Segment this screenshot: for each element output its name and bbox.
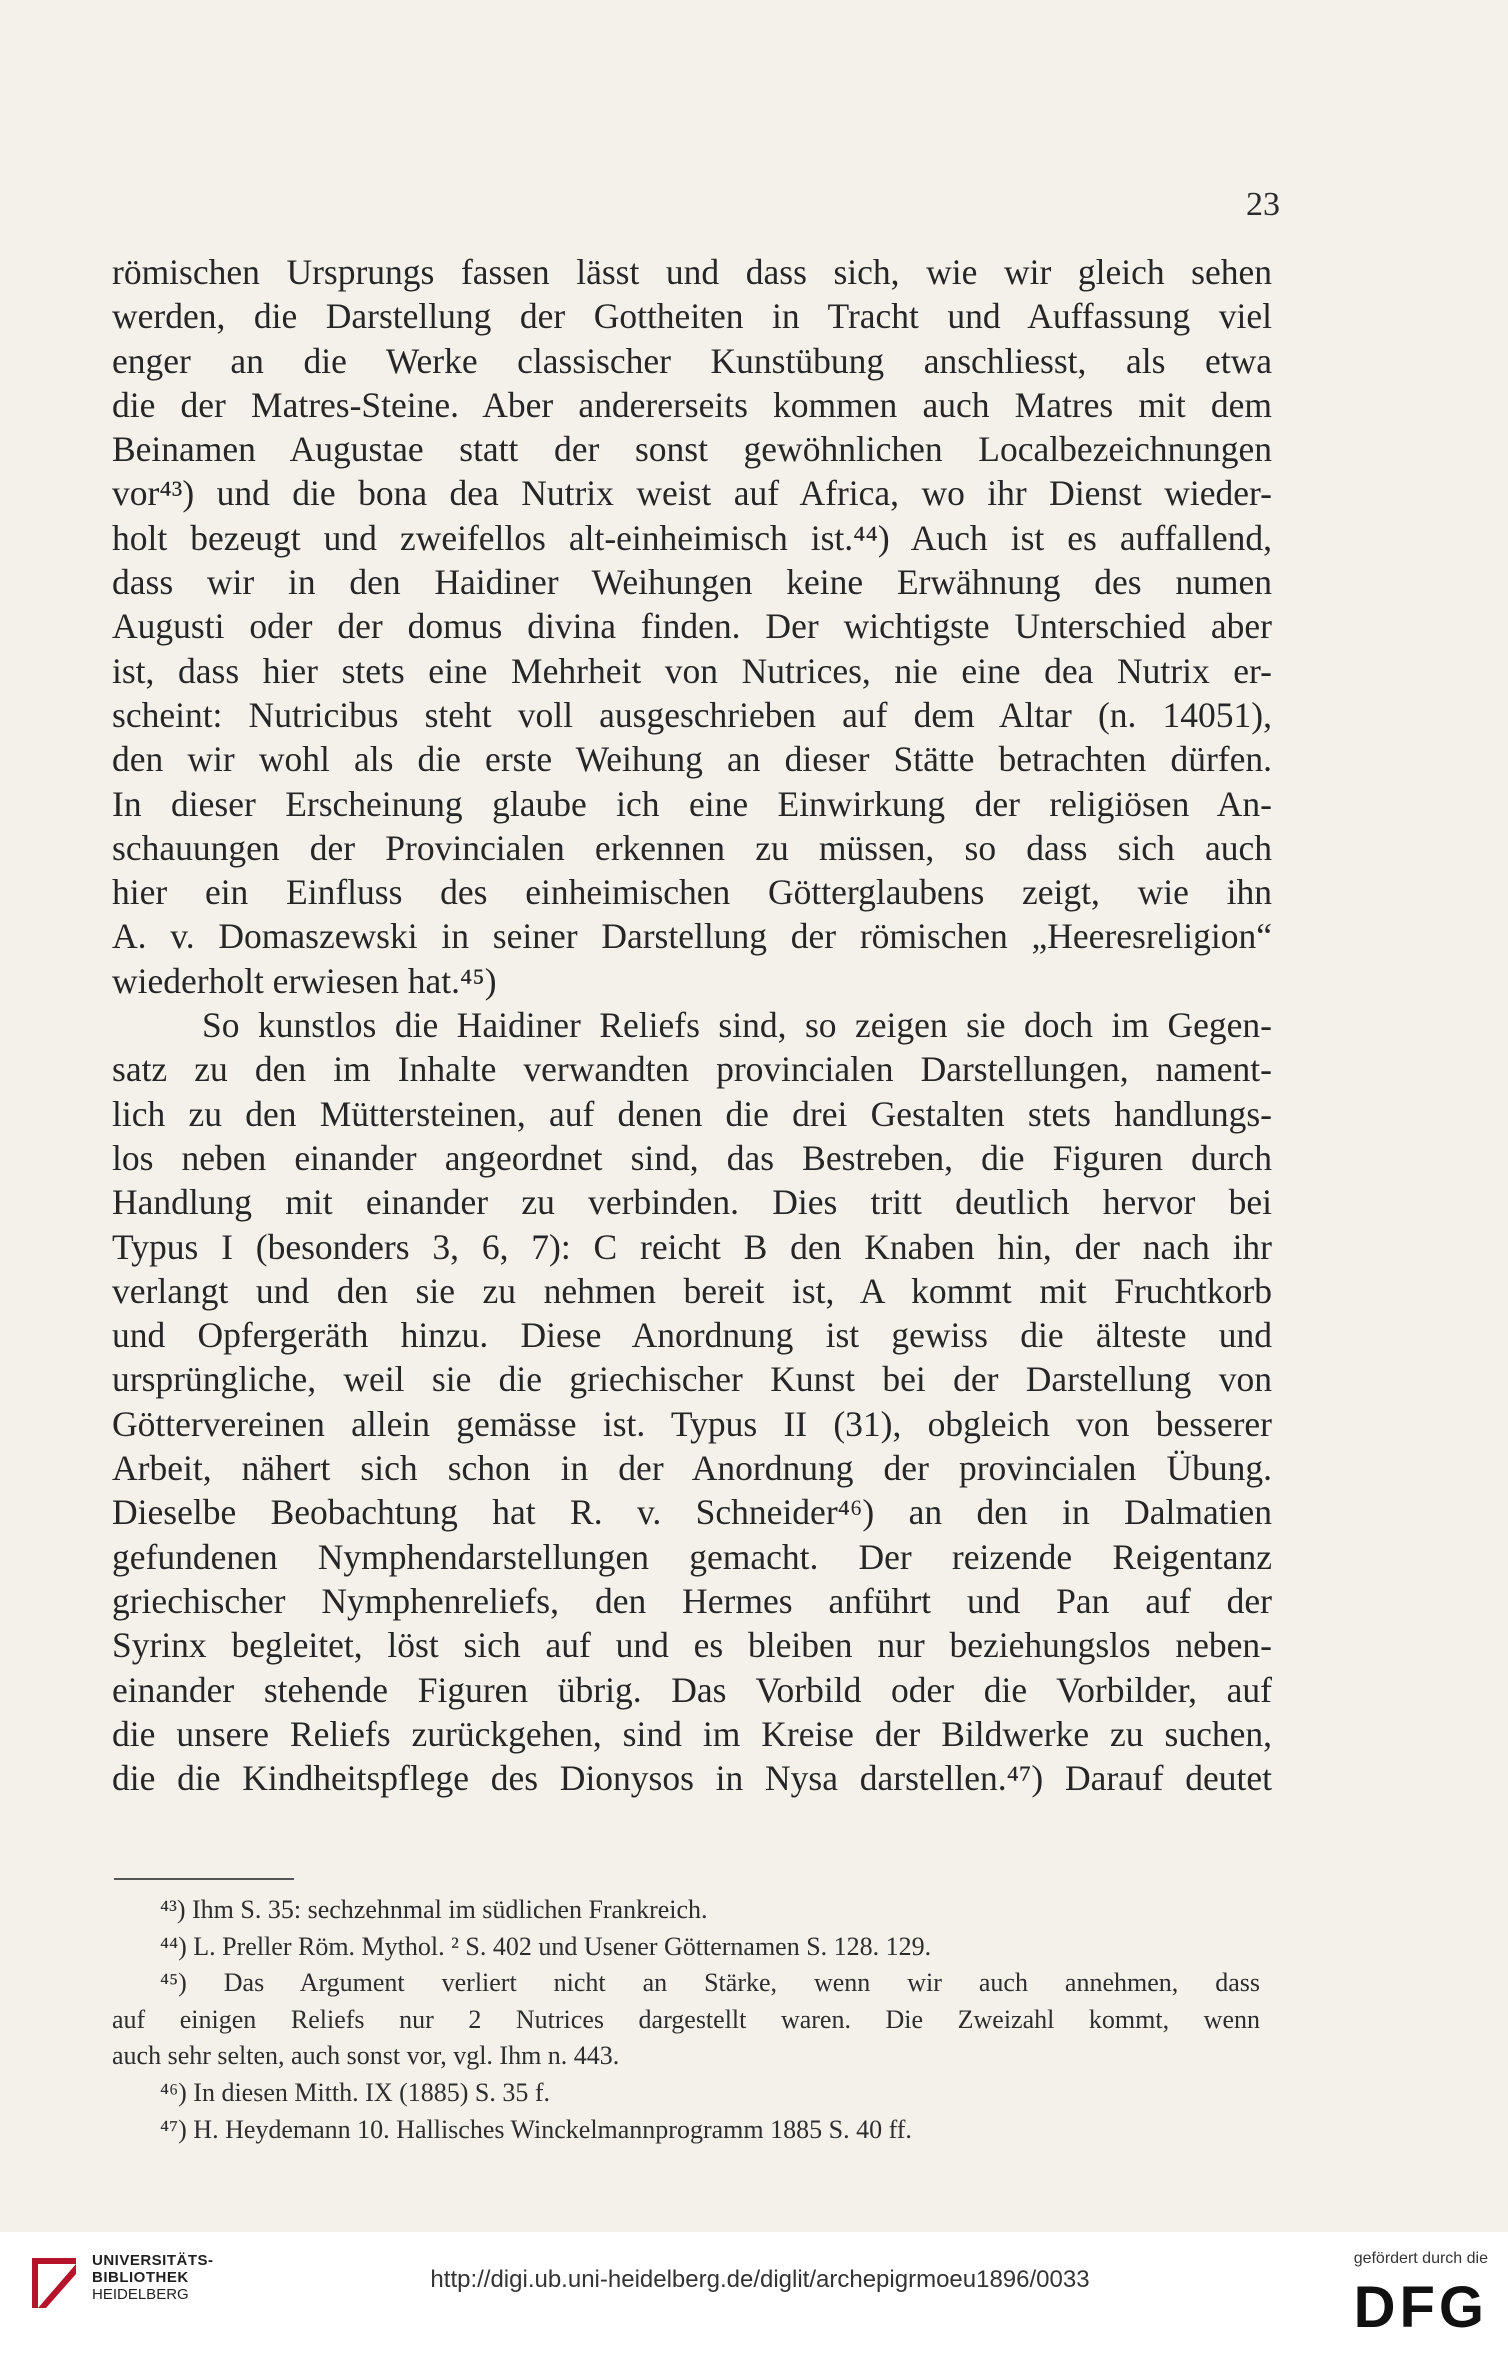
body-line: lich zu den Müttersteinen, auf denen die drei Gestalten stets handlungs- <box>112 1093 1272 1134</box>
body-line: und Opfergeräth hinzu. Diese Anordnung ist gewiss die älteste und <box>112 1315 1272 1356</box>
library-name-line1: UNIVERSITÄTS- <box>92 2252 214 2269</box>
body-line: wiederholt erwiesen hat.⁴⁵) <box>112 960 497 1001</box>
body-line: Beinamen Augustae statt der sonst gewöhnlichen Localbezeichnungen <box>112 429 1272 470</box>
body-line: schauungen der Provincialen erkennen zu müssen, so dass sich auch <box>112 827 1272 868</box>
body-line: einander stehende Figuren übrig. Das Vorbild oder die Vorbilder, auf <box>112 1669 1272 1710</box>
viewer-footer <box>0 2232 1508 2362</box>
page-number: 23 <box>1246 186 1280 223</box>
body-line: Handlung mit einander zu verbinden. Dies tritt deutlich hervor bei <box>112 1182 1272 1223</box>
dfg-logo: DFG <box>1353 2275 1488 2340</box>
footnote-line: auf einigen Reliefs nur 2 Nutrices dargestellt waren. Die Zweizahl kommt, wenn <box>112 2004 1260 2034</box>
body-line: römischen Ursprungs fassen lässt und dass sich, wie wir gleich sehen <box>112 252 1272 292</box>
body-line: Arbeit, nähert sich schon in der Anordnung der provincialen Übung. <box>112 1448 1272 1489</box>
permalink-url[interactable]: http://digi.ub.uni-heidelberg.de/diglit/archepigrmoeu1896/0033 <box>430 2266 1090 2293</box>
body-line: ist, dass hier stets eine Mehrheit von Nutrices, nie eine dea Nutrix er- <box>112 650 1272 691</box>
footnote-line: ⁴⁴) L. Preller Röm. Mythol. ² S. 402 und Usener Götternamen S. 128. 129. <box>160 1931 932 1961</box>
footnotes <box>112 1892 1260 2148</box>
body-line: die unsere Reliefs zurückgehen, sind im Kreise der Bildwerke zu suchen, <box>112 1713 1272 1754</box>
body-line: vor⁴³) und die bona dea Nutrix weist auf Africa, wo ihr Dienst wieder- <box>112 473 1272 514</box>
footnote-line: ⁴⁵) Das Argument verliert nicht an Stärke, wenn wir auch annehmen, dass <box>160 1968 1260 1998</box>
body-line: Dieselbe Beobachtung hat R. v. Schneider⁴⁶) an den in Dalmatien <box>112 1492 1272 1533</box>
body-line: griechischer Nymphenreliefs, den Hermes anführt und Pan auf der <box>112 1580 1272 1621</box>
body-text <box>112 250 1272 1800</box>
footnote-line: auch sehr selten, auch sonst vor, vgl. Ihm n. 443. <box>112 2041 620 2071</box>
body-line: holt bezeugt und zweifellos alt-einheimisch ist.⁴⁴) Auch ist es auffallend, <box>112 517 1272 558</box>
body-line: Typus I (besonders 3, 6, 7): C reicht B den Knaben hin, der nach ihr <box>112 1226 1272 1267</box>
body-line: verlangt und den sie zu nehmen bereit ist, A kommt mit Fruchtkorb <box>112 1270 1272 1311</box>
ub-heidelberg-logo-icon <box>24 2252 86 2314</box>
body-line: hier ein Einfluss des einheimischen Götterglaubens zeigt, wie ihn <box>112 872 1272 913</box>
library-name-line2: BIBLIOTHEK <box>92 2269 189 2286</box>
body-line: ursprüngliche, weil sie die griechischer Kunst bei der Darstellung von <box>112 1359 1272 1400</box>
footnote-line: ⁴³) Ihm S. 35: sechzehnmal im südlichen Frankreich. <box>160 1895 708 1924</box>
footnote-divider <box>114 1878 294 1880</box>
funded-by-label: gefördert durch die <box>1353 2250 1488 2267</box>
body-line: werden, die Darstellung der Gottheiten in Tracht und Auffassung viel <box>112 296 1272 337</box>
body-line: dass wir in den Haidiner Weihungen keine Erwähnung des numen <box>112 562 1272 603</box>
footnote-line: ⁴⁶) In diesen Mitth. IX (1885) S. 35 f. <box>160 2077 551 2107</box>
body-line: los neben einander angeordnet sind, das Bestreben, die Figuren durch <box>112 1137 1272 1178</box>
body-line: enger an die Werke classischer Kunstübung anschliesst, als etwa <box>112 340 1272 381</box>
body-line: A. v. Domaszewski in seiner Darstellung der römischen „Heeresreligion“ <box>112 916 1272 957</box>
body-line: die der Matres-Steine. Aber andererseits kommen auch Matres mit dem <box>112 384 1272 425</box>
body-line: gefundenen Nymphendarstellungen gemacht. Der reizende Reigentanz <box>112 1536 1272 1577</box>
footnote-line: ⁴⁷) H. Heydemann 10. Hallisches Winckelmannprogramm 1885 S. 40 ff. <box>160 2114 912 2144</box>
library-name-line3: HEIDELBERG <box>92 2286 189 2303</box>
body-line: den wir wohl als die erste Weihung an dieser Stätte betrachten dürfen. <box>112 739 1272 780</box>
body-line: scheint: Nutricibus steht voll ausgeschrieben auf dem Altar (n. 14051), <box>112 694 1272 735</box>
library-name <box>92 2252 214 2303</box>
body-line: die die Kindheitspflege des Dionysos in Nysa darstellen.⁴⁷) Darauf deutet <box>112 1758 1272 1799</box>
body-line: Syrinx begleitet, löst sich auf und es bleiben nur beziehungslos neben- <box>112 1625 1272 1666</box>
body-line: satz zu den im Inhalte verwandten provincialen Darstellungen, nament- <box>112 1049 1272 1090</box>
body-line: Göttervereinen allein gemässe ist. Typus II (31), obgleich von besserer <box>112 1403 1272 1444</box>
body-line: Augusti oder der domus divina finden. Der wichtigste Unterschied aber <box>112 606 1272 647</box>
body-line: In dieser Erscheinung glaube ich eine Einwirkung der religiösen An- <box>112 783 1272 824</box>
paragraph-start-line: So kunstlos die Haidiner Reliefs sind, so zeigen sie doch im Gegen- <box>202 1005 1272 1046</box>
